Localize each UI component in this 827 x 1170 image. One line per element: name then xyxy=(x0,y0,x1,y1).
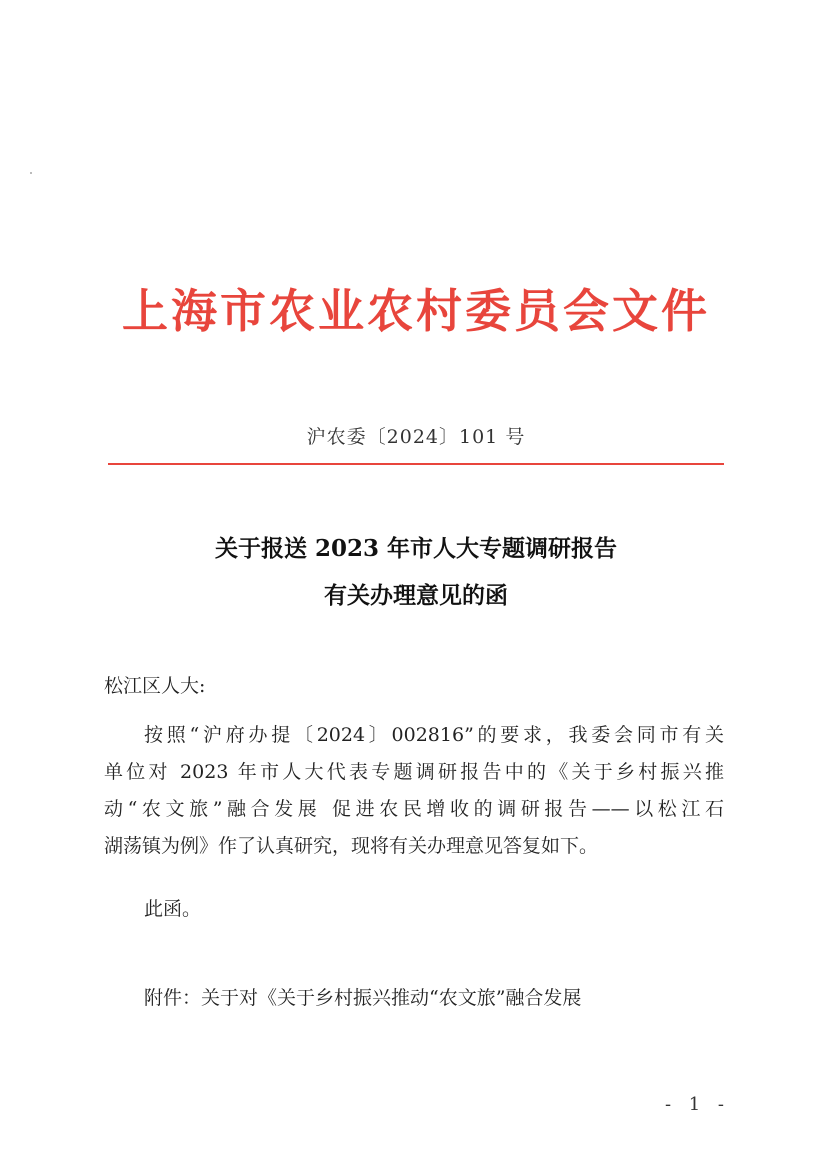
issuer-header-title: 上海市农业农村委员会文件 xyxy=(122,284,710,338)
body-line: 单位对 2023 年市人大代表专题调研报告中的《关于乡村振兴推 xyxy=(104,761,724,783)
body-line: 动“农文旅”融合发展 促进农民增收的调研报告——以松江石 xyxy=(104,798,724,820)
red-separator-line xyxy=(108,463,724,465)
body-line: 按照“沪府办提〔2024〕002816”的要求，我委会同市有关 xyxy=(144,724,724,746)
page-number: - 1 - xyxy=(664,1094,730,1115)
document-number: 沪农委〔2024〕101 号 xyxy=(306,426,526,448)
body-line: 湖荡镇为例》作了认真研究，现将有关办理意见答复如下。 xyxy=(104,835,599,857)
scan-speck xyxy=(30,172,32,174)
document-title-line-1: 关于报送 2023 年市人大专题调研报告 xyxy=(214,535,618,562)
closing-phrase: 此函。 xyxy=(144,898,202,920)
attachment-note: 附件：关于对《关于乡村振兴推动“农文旅”融合发展 xyxy=(144,987,582,1009)
body-paragraph xyxy=(104,717,724,865)
document-title-line-2: 有关办理意见的函 xyxy=(324,582,508,609)
salutation: 松江区人大: xyxy=(104,675,206,697)
